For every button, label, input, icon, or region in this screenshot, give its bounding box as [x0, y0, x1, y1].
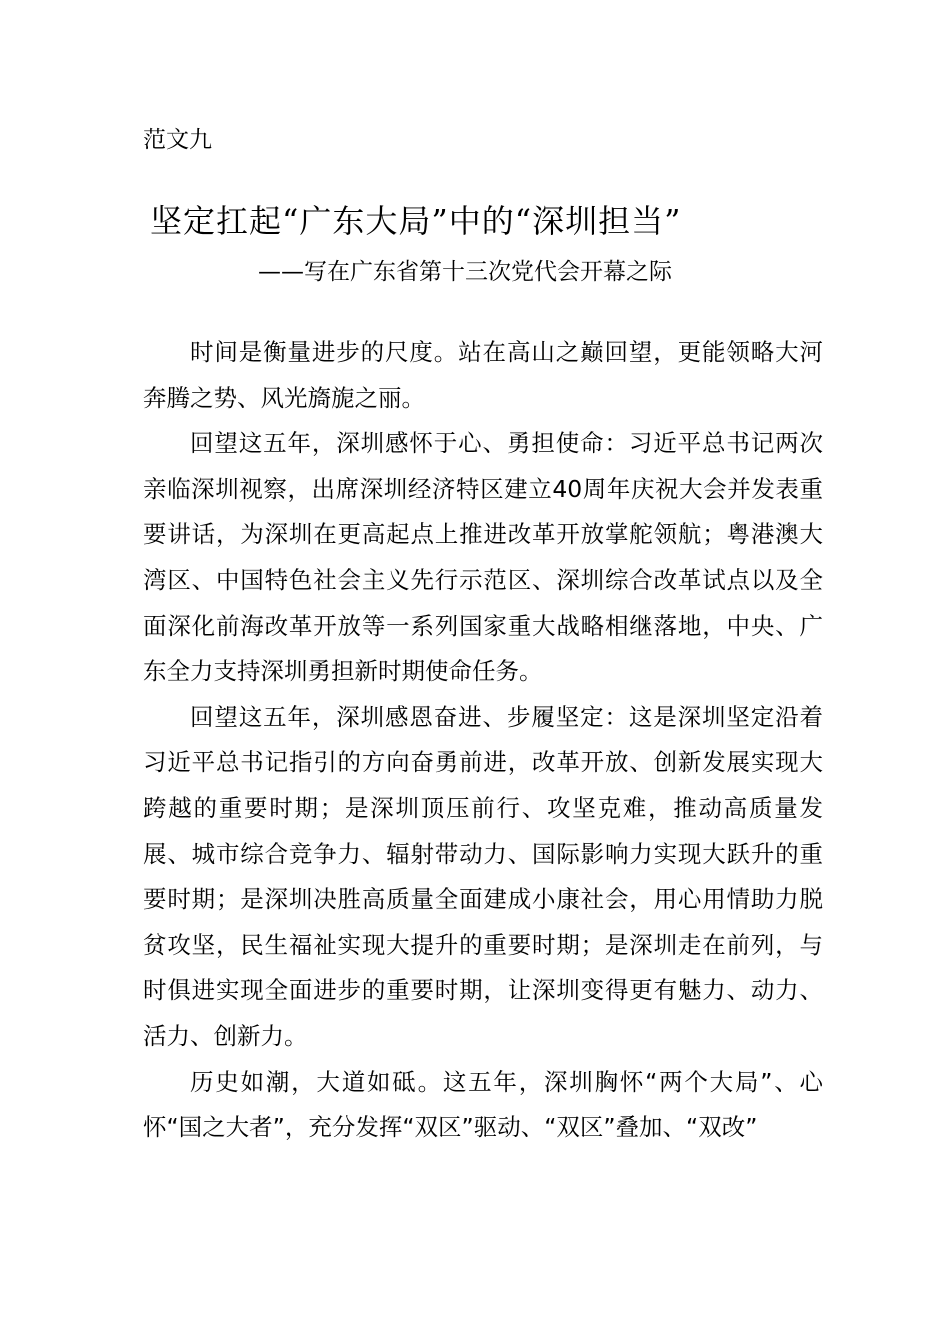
paragraph: 回望这五年，深圳感怀于心、勇担使命：习近平总书记两次亲临深圳视察，出席深圳经济特区建立40周年庆祝大会并发表重要讲话，为深圳在更高起点上推进改革开放掌舵领航；粤港澳大湾区、中国特色社会主义先行示范区、深圳综合改革试点以及全面深化前海改革开放等一系列国家重大战略相继落地，中央、广东全力支持深圳勇担新时期使命任务。	[143, 429, 823, 686]
paragraph: 历史如潮，大道如砥。这五年，深圳胸怀“两个大局”、心怀“国之大者”，充分发挥“双区”驱动、“双区”叠加、“双改”	[143, 1067, 823, 1142]
document-title: 坚定扛起“广东大局”中的“深圳担当”	[150, 202, 682, 240]
document-label: 范文九	[143, 127, 212, 153]
paragraph: 回望这五年，深圳感恩奋进、步履坚定：这是深圳坚定沿着习近平总书记指引的方向奋勇前进，改革开放、创新发展实现大跨越的重要时期；是深圳顶压前行、攻坚克难，推动高质量发展、城市综合竞争力、辐射带动力、国际影响力实现大跃升的重要时期；是深圳决胜高质量全面建成小康社会，用心用情助力脱贫攻坚，民生福祉实现大提升的重要时期；是深圳走在前列，与时俱进实现全面进步的重要时期，让深圳变得更有魅力、动力、活力、创新力。	[143, 702, 823, 1050]
document-body	[143, 330, 823, 1151]
document-subtitle: ——写在广东省第十三次党代会开幕之际	[258, 259, 672, 285]
paragraph: 时间是衡量进步的尺度。站在高山之巅回望，更能领略大河奔腾之势、风光旖旎之丽。	[143, 338, 823, 412]
